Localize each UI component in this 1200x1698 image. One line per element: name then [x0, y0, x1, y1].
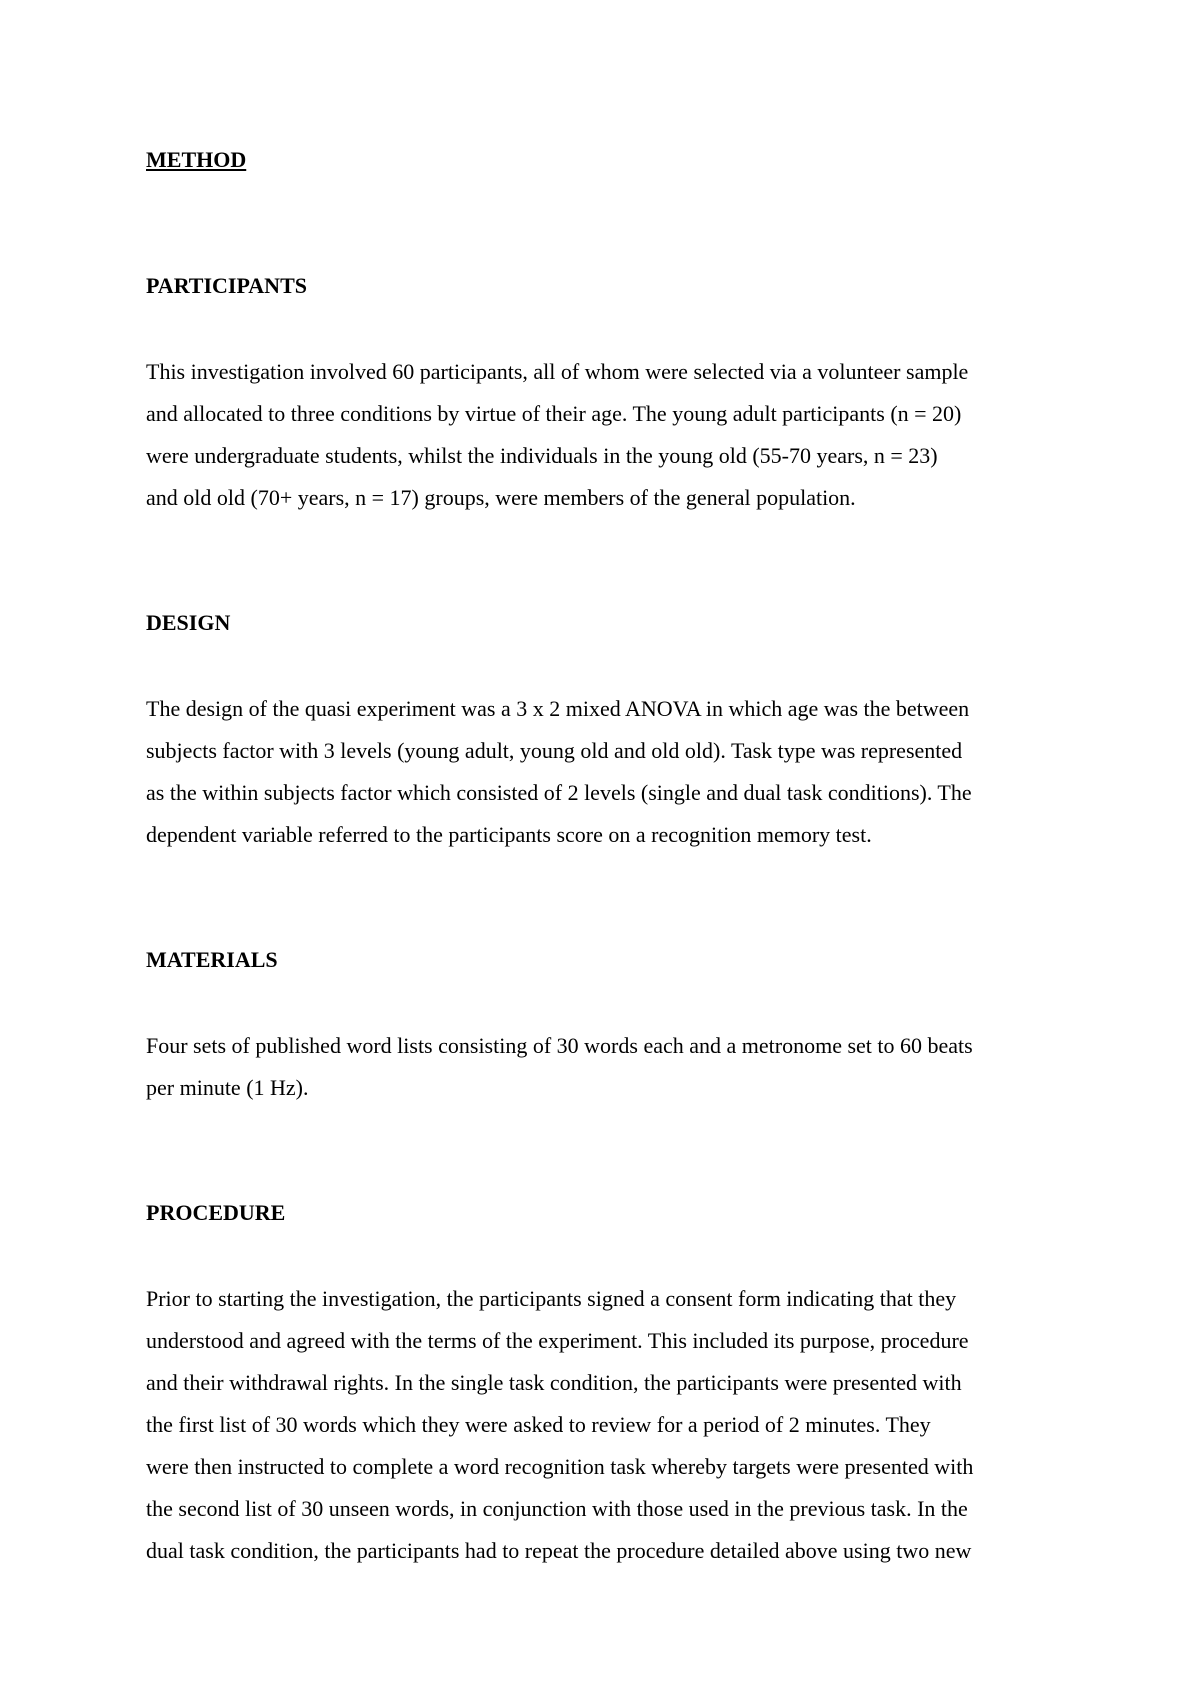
- participants-paragraph: [146, 351, 1076, 519]
- paragraph-line: understood and agreed with the terms of the experiment. This included its purpose, procedure: [146, 1328, 969, 1353]
- paragraph-line: as the within subjects factor which consisted of 2 levels (single and dual task conditions). The: [146, 780, 972, 805]
- materials-paragraph: [146, 1025, 1076, 1109]
- paragraph-line: Prior to starting the investigation, the participants signed a consent form indicating that they: [146, 1286, 957, 1311]
- document-title: METHOD: [146, 147, 247, 172]
- materials-heading-block: [146, 946, 1076, 974]
- design-paragraph: [146, 688, 1076, 856]
- paragraph-line: and allocated to three conditions by virtue of their age. The young adult participants (n = 20): [146, 401, 962, 426]
- procedure-paragraph: [146, 1278, 1076, 1572]
- paragraph-line: The design of the quasi experiment was a 3 x 2 mixed ANOVA in which age was the between: [146, 696, 970, 721]
- paragraph-line: and their withdrawal rights. In the single task condition, the participants were presented with: [146, 1370, 962, 1395]
- paragraph-line: dependent variable referred to the participants score on a recognition memory test.: [146, 822, 872, 847]
- design-heading-block: [146, 609, 1076, 637]
- participants-heading-block: [146, 272, 1076, 300]
- paragraph-line: dual task condition, the participants had to repeat the procedure detailed above using two new: [146, 1538, 972, 1563]
- paragraph-line: Four sets of published word lists consisting of 30 words each and a metronome set to 60 beats: [146, 1033, 973, 1058]
- paragraph-line: This investigation involved 60 participants, all of whom were selected via a volunteer sample: [146, 359, 969, 384]
- design-heading: DESIGN: [146, 610, 231, 635]
- materials-heading: MATERIALS: [146, 947, 278, 972]
- paragraph-line: were then instructed to complete a word recognition task whereby targets were presented with: [146, 1454, 974, 1479]
- paragraph-line: and old old (70+ years, n = 17) groups, were members of the general population.: [146, 485, 856, 510]
- paragraph-line: the second list of 30 unseen words, in conjunction with those used in the previous task. In the: [146, 1496, 968, 1521]
- paragraph-line: subjects factor with 3 levels (young adult, young old and old old). Task type was represented: [146, 738, 963, 763]
- paragraph-line: per minute (1 Hz).: [146, 1075, 309, 1100]
- paragraph-line: were undergraduate students, whilst the individuals in the young old (55-70 years, n = 23): [146, 443, 938, 468]
- method-heading-block: [146, 146, 1076, 174]
- procedure-heading: PROCEDURE: [146, 1200, 286, 1225]
- procedure-heading-block: [146, 1199, 1076, 1227]
- participants-heading: PARTICIPANTS: [146, 273, 307, 298]
- paragraph-line: the first list of 30 words which they were asked to review for a period of 2 minutes. They: [146, 1412, 931, 1437]
